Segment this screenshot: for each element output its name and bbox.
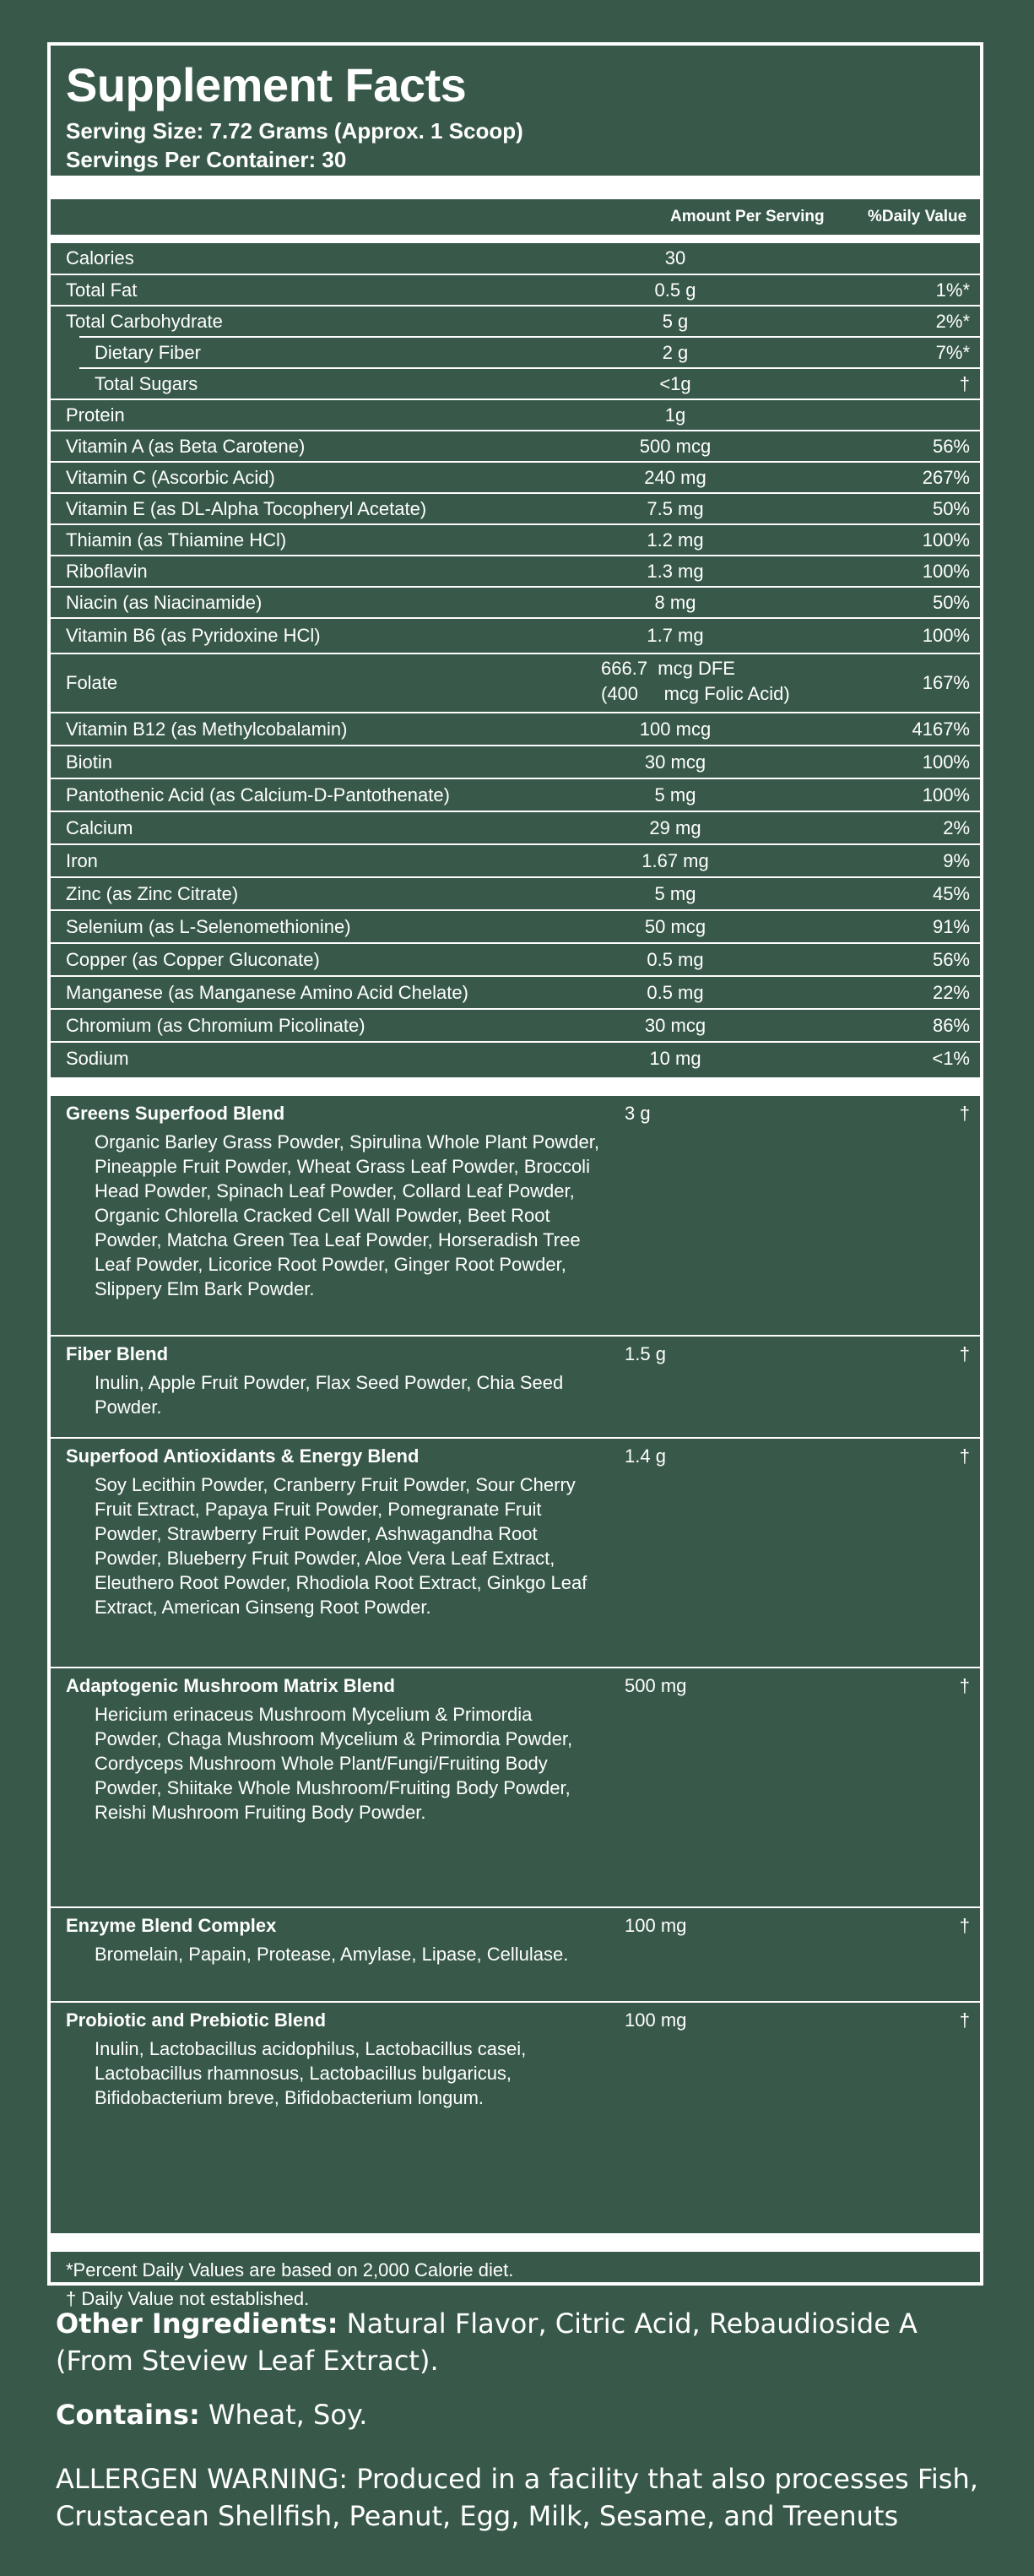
blend-dv: † <box>959 2009 970 2031</box>
nutrient-amount: 1.7 mg <box>647 625 704 646</box>
nutrient-amount: 30 mcg <box>644 751 706 773</box>
nutrient-row <box>51 977 980 1008</box>
nutrient-name: Protein <box>66 404 125 426</box>
nutrient-name: Niacin (as Niacinamide) <box>66 591 263 613</box>
nutrient-dv: 2%* <box>935 310 970 332</box>
nutrient-row <box>51 878 980 909</box>
nutrient-row <box>51 400 980 430</box>
nutrient-name: Biotin <box>66 751 113 773</box>
nutrient-row <box>51 494 980 523</box>
nutrient-dv: 167% <box>922 672 970 693</box>
nutrient-amount: 5 mg <box>654 784 696 805</box>
facts-header <box>66 54 523 174</box>
other-ingredients-text: Natural Flavor, Citric Acid, Rebaudioside A (From Steview Leaf Extract). <box>56 2308 918 2377</box>
allergen-warning: ALLERGEN WARNING: Produced in a facility that also processes Fish, Crustacean Shellfish, Peanut, Egg, Milk, Sesame, and Treenuts <box>56 2463 978 2532</box>
nutrient-dv: 100% <box>922 751 970 773</box>
blend-name: Superfood Antioxidants & Energy Blend <box>66 1445 420 1467</box>
nutrient-dv: 50% <box>932 497 970 519</box>
nutrient-dv: 7%* <box>935 341 970 363</box>
nutrient-amount: <1g <box>659 372 691 394</box>
nutrient-dv: † <box>959 372 970 394</box>
blend-ingredients: Inulin, Lactobacillus acidophilus, Lactobacillus casei, Lactobacillus rhamnosus, Lactobacillus bulgaricus, Bifidobacterium breve, Bifidobacterium longum. <box>95 2038 527 2108</box>
nutrient-name: Riboflavin <box>66 560 148 582</box>
folate-amount-dfe: 666.7 mcg DFE <box>601 658 735 679</box>
nutrient-dv: 9% <box>943 849 970 871</box>
contains <box>56 2396 993 2433</box>
nutrient-row <box>51 1043 980 1074</box>
contains-label: Contains: <box>56 2399 200 2431</box>
nutrient-amount: 30 mcg <box>644 1014 706 1036</box>
contains-text: Wheat, Soy. <box>208 2399 368 2431</box>
nutrient-name: Dietary Fiber <box>95 341 201 363</box>
blend-dv: † <box>959 1445 970 1467</box>
nutrient-name: Vitamin B6 (as Pyridoxine HCl) <box>66 625 321 646</box>
nutrient-dv: 4167% <box>912 718 970 740</box>
nutrient-dv: 91% <box>932 915 970 937</box>
nutrient-dv: 1%* <box>935 279 970 301</box>
servings-per-container: Servings Per Container: 30 <box>66 147 347 172</box>
nutrient-dv: 22% <box>932 981 970 1003</box>
serving-size: Serving Size: 7.72 Grams (Approx. 1 Scoop) <box>66 118 523 144</box>
nutrient-row <box>51 845 980 876</box>
nutrient-dv: 100% <box>922 784 970 805</box>
nutrient-name: Total Carbohydrate <box>66 310 223 332</box>
nutrient-row <box>51 746 980 778</box>
nutrient-amount: 30 <box>664 247 686 268</box>
blend-dv: † <box>959 1103 970 1124</box>
nutrient-dv: 267% <box>922 466 970 488</box>
nutrient-name: Vitamin E (as DL-Alpha Tocopheryl Acetate) <box>66 497 427 519</box>
nutrient-dv: 100% <box>922 529 970 550</box>
blend-section <box>51 1908 980 2001</box>
nutrient-name: Total Sugars <box>95 372 198 394</box>
blend-ingredients: Soy Lecithin Powder, Cranberry Fruit Powder, Sour Cherry Fruit Extract, Papaya Fruit Powder, Pomegranate Fruit Powder, Strawberry Fruit Powder, Ashwagandha Root Powder, Blueberry Fruit Powder, Aloe Vera Leaf Extract, Eleuthero Root Powder, Rhodiola Root Extract, Ginkgo Leaf Extract, American Ginseng Root Powder. <box>95 1474 587 1618</box>
nutrient-amount: 1.67 mg <box>642 849 709 871</box>
blend-ingredients: Inulin, Apple Fruit Powder, Flax Seed Powder, Chia Seed Powder. <box>95 1372 564 1418</box>
blend-amount: 500 mg <box>625 1675 687 1696</box>
nutrient-amount: 2 g <box>662 341 689 363</box>
nutrient-amount: 50 mcg <box>644 915 706 937</box>
blend-amount: 1.4 g <box>625 1445 666 1467</box>
blend-name: Greens Superfood Blend <box>66 1103 285 1124</box>
nutrient-dv: 86% <box>932 1014 970 1036</box>
header-divider <box>51 235 980 243</box>
nutrient-name: Pantothenic Acid (as Calcium-D-Pantothenate) <box>66 784 450 805</box>
nutrient-row <box>51 911 980 942</box>
nutrient-row <box>51 619 980 653</box>
blend-dv: † <box>959 1675 970 1696</box>
nutrient-row <box>51 306 980 336</box>
blend-dv: † <box>959 1915 970 1936</box>
nutrient-row-folate <box>51 654 980 712</box>
nutrient-name: Vitamin B12 (as Methylcobalamin) <box>66 718 348 740</box>
nutrient-row <box>51 779 980 811</box>
blend-section <box>51 1439 980 1667</box>
nutrient-row <box>51 243 980 274</box>
nutrient-name: Calcium <box>66 816 133 838</box>
nutrient-amount: 0.5 mg <box>647 948 704 970</box>
nutrient-name: Zinc (as Zinc Citrate) <box>66 882 239 904</box>
nutrient-amount: 1.3 mg <box>647 560 704 582</box>
nutrient-row <box>51 588 980 617</box>
nutrient-name: Vitamin A (as Beta Carotene) <box>66 435 306 457</box>
blend-section <box>51 1337 980 1437</box>
nutrient-name: Thiamin (as Thiamine HCl) <box>66 529 287 550</box>
amount-column-header: Amount Per Serving <box>670 208 825 225</box>
nutrient-dv: 2% <box>943 816 970 838</box>
blend-dv: † <box>959 1343 970 1364</box>
nutrient-row <box>51 525 980 555</box>
footnote-divider <box>51 2233 980 2252</box>
nutrient-amount: 5 g <box>662 310 689 332</box>
nutrient-dv: 45% <box>932 882 970 904</box>
nutrient-name: Selenium (as L-Selenomethionine) <box>66 915 351 937</box>
blend-name: Enzyme Blend Complex <box>66 1915 277 1936</box>
nutrient-amount: 7.5 mg <box>647 497 704 519</box>
blend-amount: 1.5 g <box>625 1343 666 1364</box>
nutrient-name: Total Fat <box>66 279 138 301</box>
nutrient-amount: 8 mg <box>654 591 696 613</box>
nutrient-row <box>51 713 980 745</box>
nutrient-amount: 29 mg <box>649 816 701 838</box>
nutrient-name: Manganese (as Manganese Amino Acid Chelate) <box>66 981 468 1003</box>
nutrient-dv: 56% <box>932 948 970 970</box>
nutrient-row <box>51 463 980 492</box>
folate-amount-folic-acid: (400 mcg Folic Acid) <box>601 683 790 704</box>
dv-column-header: %Daily Value <box>868 208 967 225</box>
blend-divider <box>51 1077 980 1096</box>
nutrient-name: Copper (as Copper Gluconate) <box>66 948 320 970</box>
blend-ingredients: Bromelain, Papain, Protease, Amylase, Lipase, Cellulase. <box>95 1944 569 1965</box>
nutrient-amount: 100 mcg <box>639 718 712 740</box>
nutrient-amount: 5 mg <box>654 882 696 904</box>
blend-section <box>51 1668 980 1906</box>
footnote-not-established: † Daily Value not established. <box>66 2288 310 2309</box>
blend-name: Probiotic and Prebiotic Blend <box>66 2009 327 2031</box>
blend-amount: 100 mg <box>625 1915 687 1936</box>
blend-amount: 3 g <box>625 1103 651 1124</box>
nutrient-amount: 10 mg <box>649 1047 701 1069</box>
nutrient-amount: 240 mg <box>644 466 706 488</box>
nutrient-row <box>51 431 980 461</box>
other-ingredients <box>56 2305 993 2379</box>
footnote-daily-value: *Percent Daily Values are based on 2,000 Calorie diet. <box>66 2259 514 2280</box>
nutrient-amount: 0.5 mg <box>647 981 704 1003</box>
nutrient-name: Sodium <box>66 1047 129 1069</box>
nutrient-row <box>51 944 980 975</box>
blend-amount: 100 mg <box>625 2009 687 2031</box>
nutrient-dv: <1% <box>932 1047 970 1069</box>
nutrient-name: Calories <box>66 247 134 268</box>
blend-ingredients: Hericium erinaceus Mushroom Mycelium & Primordia Powder, Chaga Mushroom Mycelium & Primordia Powder, Cordyceps Mushroom Whole Plant/Fungi/Fruiting Body Powder, Shiitake Whole Mushroom/Fruiting Body Powder, Reishi Mushroom Fruiting Body Powder. <box>95 1704 573 1823</box>
nutrient-name: Iron <box>66 849 98 871</box>
nutrient-amount: 0.5 g <box>654 279 696 301</box>
nutrient-amount: 500 mcg <box>639 435 712 457</box>
nutrient-row <box>51 1010 980 1041</box>
blend-section <box>51 2003 980 2233</box>
supplement-facts-panel <box>47 42 983 2309</box>
nutrient-row <box>51 556 980 586</box>
nutrient-amount: 1g <box>664 404 686 426</box>
blend-section <box>51 1096 980 1335</box>
nutrient-amount: 1.2 mg <box>647 529 704 550</box>
blend-ingredients: Organic Barley Grass Powder, Spirulina Whole Plant Powder, Pineapple Fruit Powder, Wheat Grass Leaf Powder, Broccoli Head Powder, Spinach Leaf Powder, Collard Leaf Powder, Organic Chlorella Cracked Cell Wall Powder, Beet Root Powder, Matcha Green Tea Leaf Powder, Horseradish Tree Leaf Powder, Licorice Root Powder, Ginger Root Powder, Slippery Elm Bark Powder. <box>95 1131 599 1299</box>
nutrient-dv: 100% <box>922 560 970 582</box>
other-ingredients-label: Other Ingredients: <box>56 2308 338 2340</box>
nutrient-dv: 50% <box>932 591 970 613</box>
nutrient-name: Folate <box>66 672 118 693</box>
nutrient-row <box>51 812 980 843</box>
nutrient-dv: 56% <box>932 435 970 457</box>
nutrient-name: Vitamin C (Ascorbic Acid) <box>66 466 275 488</box>
blend-name: Fiber Blend <box>66 1343 169 1364</box>
nutrient-row <box>51 369 980 399</box>
thick-divider <box>51 176 980 199</box>
nutrient-row <box>51 338 980 367</box>
nutrient-name: Chromium (as Chromium Picolinate) <box>66 1014 365 1036</box>
nutrient-row <box>51 275 980 305</box>
nutrient-dv: 100% <box>922 625 970 646</box>
panel-title: Supplement Facts <box>66 58 467 111</box>
blend-name: Adaptogenic Mushroom Matrix Blend <box>66 1675 395 1696</box>
